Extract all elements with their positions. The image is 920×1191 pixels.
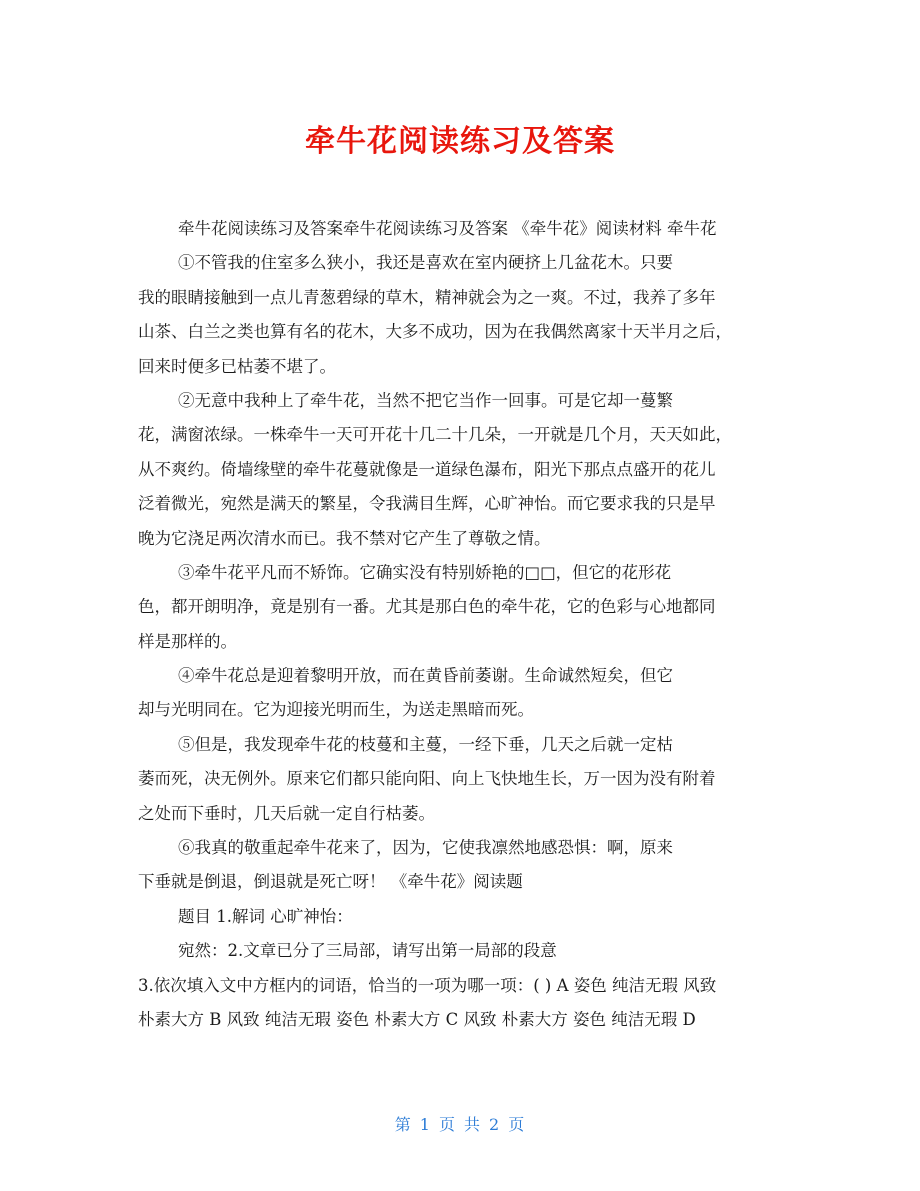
text-line: ④牵牛花总是迎着黎明开放，而在黄昏前萎谢。生命诚然短矣，但它 bbox=[178, 666, 673, 686]
current-page-number: 1 bbox=[419, 1115, 431, 1134]
text-line: 之处而下垂时，几天后就一定自行枯萎。 bbox=[138, 803, 435, 823]
text-line: 从不爽约。倚墙缘壁的牵牛花蔓就像是一道绿色瀑布，阳光下那点点盛开的花儿 bbox=[138, 459, 716, 479]
text-line: ⑥我真的敬重起牵牛花来了，因为，它使我凛然地感恐惧：啊，原来 bbox=[178, 838, 673, 858]
total-page-number: 2 bbox=[489, 1115, 501, 1134]
text-line: 朴素大方 B 风致 纯洁无瑕 姿色 朴素大方 C 风致 朴素大方 姿色 纯洁无瑕 D bbox=[138, 1009, 696, 1029]
text-line: 回来时便多已枯萎不堪了。 bbox=[138, 356, 336, 376]
text-line: 晚为它浇足两次清水而已。我不禁对它产生了尊敬之情。 bbox=[138, 528, 551, 548]
document-body bbox=[138, 212, 778, 1037]
text-line: 牵牛花阅读练习及答案牵牛花阅读练习及答案 《牵牛花》阅读材料 牵牛花 bbox=[178, 219, 717, 238]
page-footer bbox=[0, 1112, 920, 1135]
text-line: 色，都开朗明净，竟是别有一番。尤其是那白色的牵牛花，它的色彩与心地都同 bbox=[138, 597, 716, 617]
text-line: 泛着微光，宛然是满天的繁星，令我满目生辉，心旷神怡。而它要求我的只是早 bbox=[138, 494, 716, 514]
text-line: 山茶、白兰之类也算有名的花木，大多不成功，因为在我偶然离家十天半月之后， bbox=[138, 322, 732, 342]
text-line: 宛然：2.文章已分了三局部，请写出第一局部的段意 bbox=[178, 941, 557, 961]
text-line: ①不管我的住室多么狭小，我还是喜欢在室内硬挤上几盆花木。只要 bbox=[178, 253, 673, 273]
footer-word-ye-2: 页 bbox=[508, 1115, 526, 1134]
text-line: 样是那样的。 bbox=[138, 631, 237, 651]
text-line: 花，满窗浓绿。一株牵牛一天可开花十几二十几朵，一开就是几个月，天天如此， bbox=[138, 425, 732, 445]
text-line: 萎而死，决无例外。原来它们都只能向阳、向上飞快地生长，万一因为没有附着 bbox=[138, 769, 716, 789]
text-line: ②无意中我种上了牵牛花，当然不把它当作一回事。可是它却一蔓繁 bbox=[178, 390, 673, 410]
text-line: ⑤但是，我发现牵牛花的枝蔓和主蔓，一经下垂，几天之后就一定枯 bbox=[178, 734, 673, 754]
text-line: 下垂就是倒退，倒退就是死亡呀！ 《牵牛花》阅读题 bbox=[138, 872, 523, 892]
document-title: 牵牛花阅读练习及答案 bbox=[305, 124, 615, 159]
text-line: 题目 1.解词 心旷神怡： bbox=[178, 906, 353, 926]
text-line: 却与光明同在。它为迎接光明而生，为送走黑暗而死。 bbox=[138, 700, 534, 720]
text-line: ③牵牛花平凡而不矫饰。它确实没有特别娇艳的□□，但它的花形花 bbox=[178, 562, 672, 582]
footer-word-ye: 页 bbox=[438, 1115, 456, 1134]
text-line: 我的眼睛接触到一点儿青葱碧绿的草木，精神就会为之一爽。不过，我养了多年 bbox=[138, 287, 716, 307]
text-line: 3.依次填入文中方框内的词语，恰当的一项为哪一项：( ) A 姿色 纯洁无瑕 风致 bbox=[138, 975, 717, 995]
footer-word-gong: 共 bbox=[464, 1115, 482, 1134]
footer-word-di: 第 bbox=[394, 1115, 412, 1134]
